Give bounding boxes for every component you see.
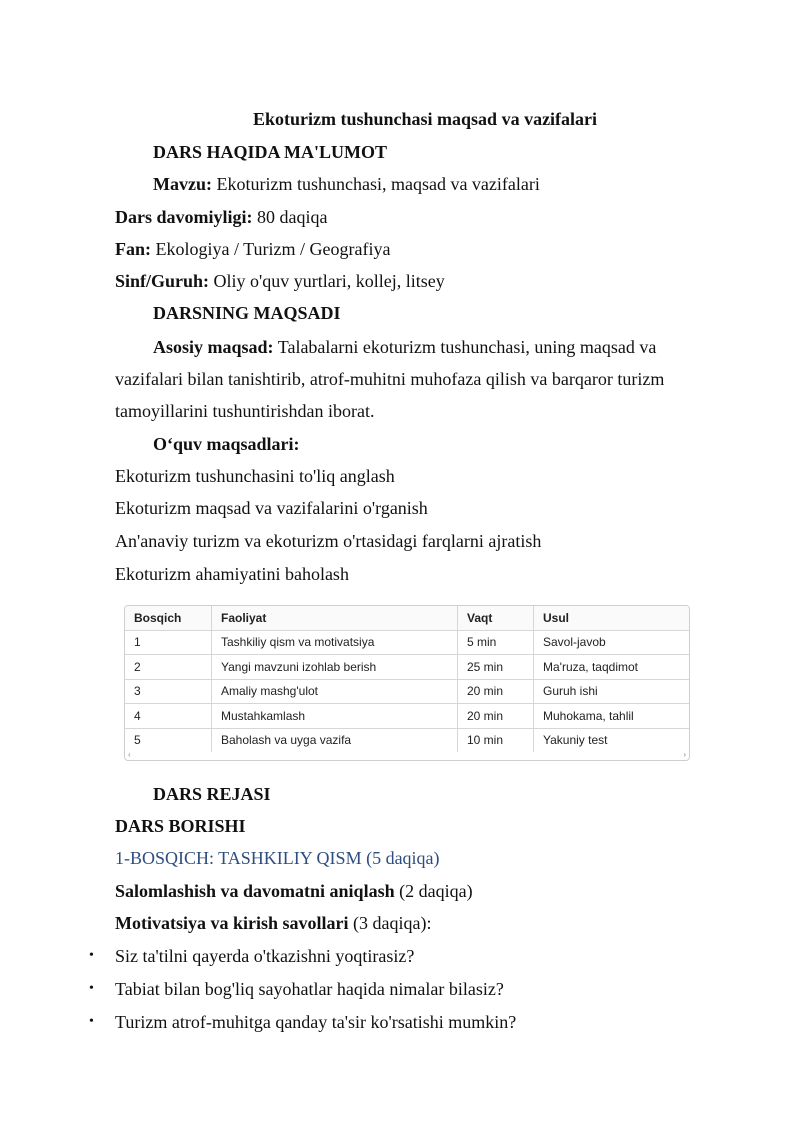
- oquv-item: Ekoturizm maqsad va vazifalarini o'rganish: [115, 498, 428, 518]
- table-cell: Savol-javob: [534, 630, 690, 655]
- table-cell: Muhokama, tahlil: [534, 704, 690, 729]
- mavzu-value: Ekoturizm tushunchasi, maqsad va vazifalari: [216, 174, 540, 194]
- table-cell: 25 min: [458, 655, 534, 680]
- section-heading-dars-info: DARS HAQIDA MA'LUMOT: [153, 142, 388, 162]
- fan-value: Ekologiya / Turizm / Geografiya: [155, 239, 391, 259]
- bosqich1-heading: 1-BOSQICH: TASHKILIY QISM (5 daqiqa): [115, 848, 440, 868]
- bullet-icon: •: [89, 948, 94, 963]
- mavzu-line: [153, 173, 540, 195]
- table-cell: Baholash va uyga vazifa: [212, 728, 458, 752]
- table-cell: 5: [125, 728, 212, 752]
- table-cell: Yangi mavzuni izohlab berish: [212, 655, 458, 680]
- motivatsiya-label: Motivatsiya va kirish savollari: [115, 913, 349, 933]
- motivatsiya-line: [115, 912, 431, 934]
- scroll-right-icon[interactable]: ›: [683, 750, 686, 759]
- table-cell: Ma'ruza, taqdimot: [534, 655, 690, 680]
- table-cell: Guruh ishi: [534, 679, 690, 704]
- table-cell: Yakuniy test: [543, 733, 608, 748]
- column-header: Bosqich: [125, 606, 212, 630]
- table-row: [125, 704, 689, 729]
- table-cell: 4: [125, 704, 212, 729]
- column-header: Faoliyat: [212, 606, 458, 630]
- lesson-stages-table: [124, 605, 690, 761]
- list-item: Tabiat bilan bog'liq sayohatlar haqida nimalar bilasiz?: [115, 979, 504, 999]
- oquv-item: Ekoturizm ahamiyatini baholash: [115, 564, 349, 584]
- table-row: [125, 655, 689, 680]
- salomlashish-line: [115, 880, 473, 902]
- davomiylik-value: 80 daqiqa: [257, 207, 328, 227]
- salomlashish-label: Salomlashish va davomatni aniqlash: [115, 881, 395, 901]
- table-row: [125, 679, 689, 704]
- oquv-maqsadlari-label: O‘quv maqsadlari:: [153, 434, 300, 454]
- oquv-item: Ekoturizm tushunchasini to'liq anglash: [115, 466, 395, 486]
- table-cell: Amaliy mashg'ulot: [212, 679, 458, 704]
- table-cell: 20 min: [458, 704, 534, 729]
- scroll-left-icon[interactable]: ‹: [128, 750, 131, 759]
- table-cell: 5 min: [458, 630, 534, 655]
- davomiylik-label: Dars davomiyligi:: [115, 207, 253, 227]
- table-cell: 20 min: [458, 679, 534, 704]
- table-cell: 2: [125, 655, 212, 680]
- bullet-icon: •: [89, 981, 94, 996]
- sinf-value: Oliy o'quv yurtlari, kollej, litsey: [213, 271, 445, 291]
- mavzu-label: Mavzu:: [153, 174, 212, 194]
- section-heading-maqsad: DARSNING MAQSADI: [153, 303, 341, 323]
- fan-label: Fan:: [115, 239, 151, 259]
- table-cell: Mustahkamlash: [212, 704, 458, 729]
- sinf-label: Sinf/Guruh:: [115, 271, 210, 291]
- document-title: Ekoturizm tushunchasi maqsad va vazifalari: [253, 109, 598, 129]
- table-header-row: [125, 606, 689, 630]
- sinf-line: [115, 270, 445, 292]
- salomlashish-time: (2 daqiqa): [399, 881, 473, 901]
- table-cell: 10 min: [458, 728, 534, 752]
- list-item: Turizm atrof-muhitga qanday ta'sir ko'rsatishi mumkin?: [115, 1012, 517, 1032]
- section-heading-borishi: DARS BORISHI: [115, 816, 246, 836]
- asosiy-maqsad-line1: [153, 336, 656, 358]
- asosiy-maqsad-label: Asosiy maqsad:: [153, 337, 274, 357]
- fan-line: [115, 238, 390, 260]
- bullet-icon: •: [89, 1014, 94, 1029]
- motivatsiya-time: (3 daqiqa):: [353, 913, 432, 933]
- table-cell: Tashkiliy qism va motivatsiya: [212, 630, 458, 655]
- oquv-item: An'anaviy turizm va ekoturizm o'rtasidagi farqlarni ajratish: [115, 531, 542, 551]
- table-cell: 1: [125, 630, 212, 655]
- table-row: [125, 728, 689, 752]
- davomiylik-line: [115, 206, 327, 228]
- asosiy-maqsad-text1: Talabalarni ekoturizm tushunchasi, uning maqsad va: [277, 337, 657, 357]
- asosiy-maqsad-line3: tamoyillarini tushuntirishdan iborat.: [115, 401, 375, 421]
- column-header: Usul: [534, 606, 690, 630]
- list-item: Siz ta'tilni qayerda o'tkazishni yoqtirasiz?: [115, 946, 415, 966]
- section-heading-rejasi: DARS REJASI: [153, 784, 271, 804]
- table-cell: 3: [125, 679, 212, 704]
- table-row: [125, 630, 689, 655]
- column-header: Vaqt: [458, 606, 534, 630]
- asosiy-maqsad-line2: vazifalari bilan tanishtirib, atrof-muhitni muhofaza qilish va barqaror turizm: [115, 369, 665, 389]
